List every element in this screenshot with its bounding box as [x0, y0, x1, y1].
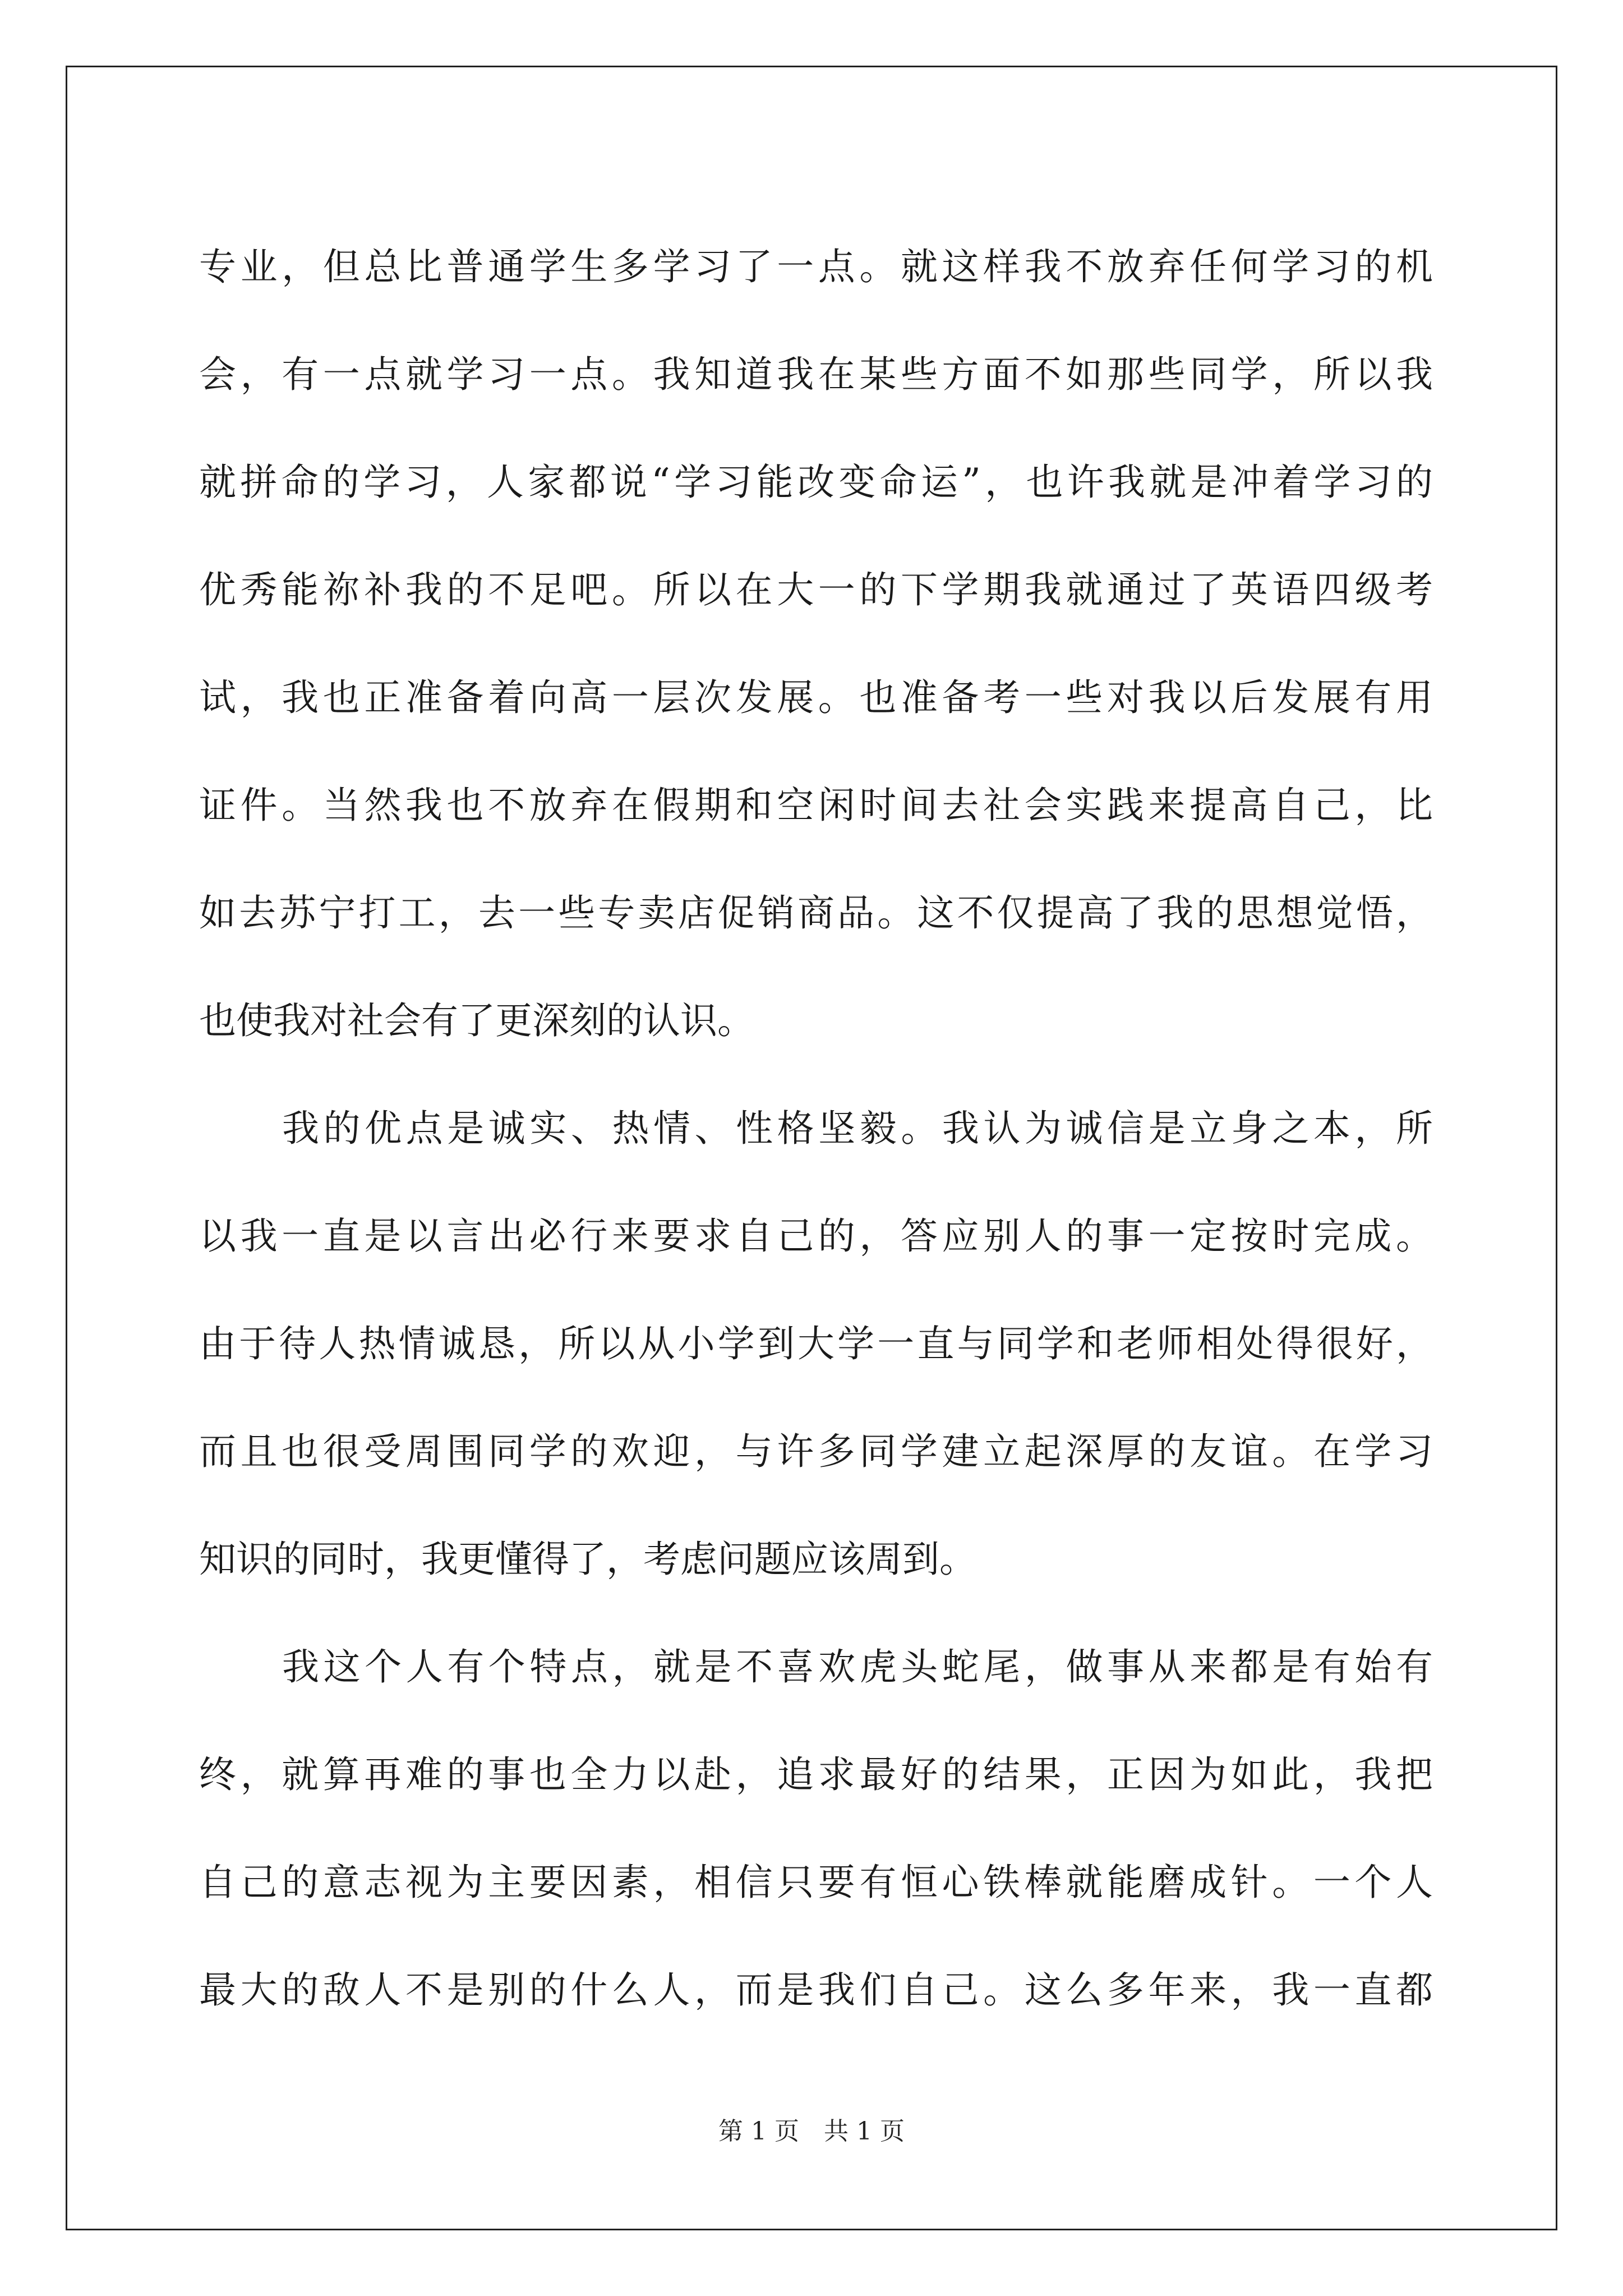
text-line: 会，有一点就学习一点。我知道我在某些方面不如那些同学，所以我 — [199, 353, 1433, 396]
text-line: 终，就算再难的事也全力以赴，追求最好的结果，正因为如此，我把 — [199, 1753, 1433, 1796]
text-line: 也使我对社会有了更深刻的认识。 — [199, 999, 754, 1042]
text-line: 由于待人热情诚恳，所以从小学到大学一直与同学和老师相处得很好， — [199, 1322, 1433, 1365]
text-line: 如去苏宁打工，去一些专卖店促销商品。这不仅提高了我的思想觉悟， — [199, 891, 1433, 935]
text-line: 试，我也正准备着向高一层次发展。也准备考一些对我以后发展有用 — [199, 676, 1433, 719]
text-line: 就拼命的学习，人家都说“学习能改变命运”，也许我就是冲着学习的 — [199, 461, 1433, 504]
text-line: 知识的同时，我更懂得了，考虑问题应该周到。 — [199, 1538, 976, 1581]
text-line: 而且也很受周围同学的欢迎，与许多同学建立起深厚的友谊。在学习 — [199, 1430, 1433, 1473]
text-line: 自己的意志视为主要因素，相信只要有恒心铁棒就能磨成针。一个人 — [199, 1861, 1433, 1904]
paragraph-first-line: 我的优点是诚实、热情、性格坚毅。我认为诚信是立身之本，所 — [282, 1107, 1433, 1150]
document-body — [199, 213, 1433, 2044]
page-number-footer: 第 1 页 共 1 页 — [718, 2117, 905, 2146]
text-line: 优秀能祢补我的不足吧。所以在大一的下学期我就通过了英语四级考 — [199, 568, 1433, 611]
text-line: 以我一直是以言出必行来要求自己的，答应别人的事一定按时完成。 — [199, 1214, 1433, 1258]
text-line: 证件。当然我也不放弃在假期和空闲时间去社会实践来提高自己，比 — [199, 784, 1433, 827]
text-line: 最大的敌人不是别的什么人，而是我们自己。这么多年来，我一直都 — [199, 1968, 1433, 2012]
text-line: 专业，但总比普通学生多学习了一点。就这样我不放弃任何学习的机 — [199, 245, 1433, 288]
paragraph-first-line: 我这个人有个特点，就是不喜欢虎头蛇尾，做事从来都是有始有 — [282, 1645, 1433, 1688]
